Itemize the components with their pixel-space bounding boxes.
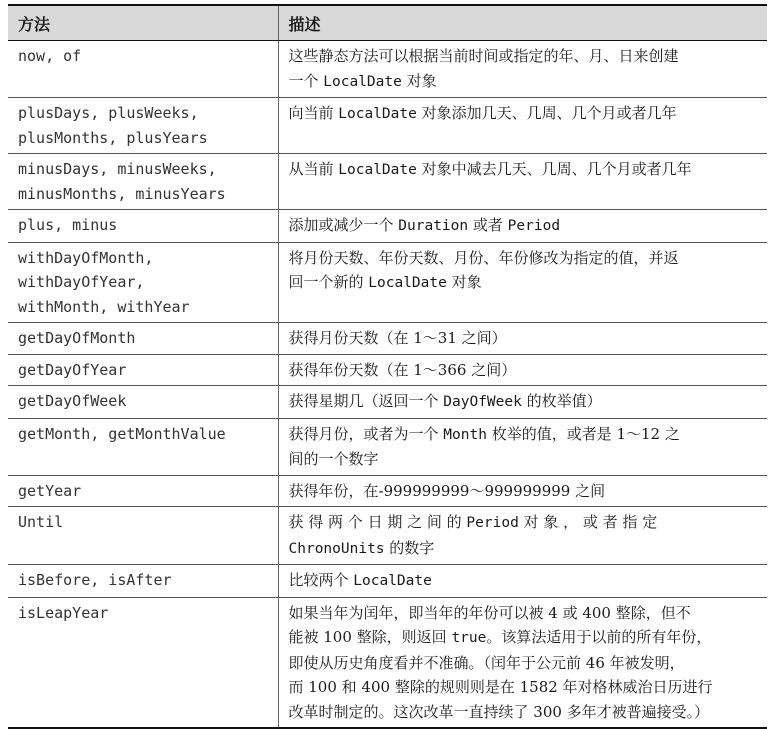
inline-code: DayOfWeek: [443, 394, 522, 410]
table-row: [8, 98, 767, 154]
table-row: [8, 475, 767, 507]
inline-code: LocalDate: [338, 106, 417, 122]
inline-code: ChronoUnits: [288, 540, 385, 557]
description-cell: [278, 323, 767, 355]
description-line: 比较两个 LocalDate: [288, 571, 432, 589]
table-row: [8, 154, 767, 210]
description-line: 回一个新的 LocalDate 对象: [288, 273, 482, 291]
method-line: Until: [18, 513, 64, 531]
table-row: [8, 210, 767, 243]
method-line: withDayOfMonth,: [18, 248, 154, 267]
description-line: ChronoUnits 的数字: [288, 538, 435, 557]
description-line: 如果当年为闰年，即当年的年份可以被 4 或 400 整除，但不: [288, 603, 691, 622]
table-row: [8, 354, 767, 386]
table-row: [8, 41, 767, 98]
method-cell: [8, 323, 278, 355]
description-cell: [278, 210, 767, 243]
description-line: 即使从历史角度看并不准确。（闰年于公元前 46 年被发明，: [288, 653, 685, 672]
inline-code: Month: [443, 426, 487, 443]
method-cell: [8, 418, 278, 475]
inline-code: LocalDate: [323, 73, 402, 90]
description-cell: [278, 154, 767, 210]
method-line: getMonth, getMonthValue: [18, 424, 226, 443]
method-line: getDayOfYear: [18, 360, 127, 379]
description-cell: [278, 41, 767, 98]
table-row: [8, 597, 767, 728]
method-line: isLeapYear: [18, 603, 109, 622]
method-cell: [8, 98, 278, 154]
method-line: isBefore, isAfter: [18, 571, 172, 589]
inline-code: Period: [466, 515, 519, 531]
table-row: [8, 507, 767, 565]
description-line: 能被 100 整除，则返回 true。该算法适用于以前的所有年份，: [288, 628, 712, 646]
method-line: plusDays, plusWeeks,: [18, 104, 199, 122]
method-cell: [8, 597, 278, 728]
description-cell: [278, 565, 767, 598]
inline-code: LocalDate: [368, 275, 447, 291]
description-line: 获得年份天数（在 1～366 之间）: [288, 360, 517, 379]
method-cell: [8, 565, 278, 598]
method-line: withMonth, withYear: [18, 297, 190, 316]
method-cell: [8, 475, 278, 507]
method-line: withDayOfYear,: [18, 273, 145, 291]
table-header-row: [8, 5, 767, 41]
inline-code: true: [451, 630, 487, 646]
method-line: plus, minus: [18, 216, 118, 234]
description-cell: [278, 507, 767, 565]
method-line: plusMonths, plusYears: [18, 128, 208, 147]
inline-code: LocalDate: [338, 162, 417, 178]
method-line: minusDays, minusWeeks,: [18, 160, 217, 178]
method-cell: [8, 507, 278, 565]
description-line: 获得月份，或者为一个 Month 枚举的值，或者是 1～12 之: [288, 424, 680, 443]
description-line: 从当前 LocalDate 对象中减去几天、几周、几个月或者几年: [288, 160, 692, 178]
description-line: 获 得 两 个 日 期 之 间 的 Period 对 象 ， 或 者 指 定: [288, 513, 658, 531]
description-line: 获得年份，在-999999999～999999999 之间: [288, 481, 606, 500]
description-line: 获得月份天数（在 1～31 之间）: [288, 329, 507, 347]
description-cell: [278, 386, 767, 419]
description-cell: [278, 98, 767, 154]
description-line: 将月份天数、年份天数、月份、年份修改为指定的值，并返: [288, 248, 679, 267]
description-cell: [278, 475, 767, 507]
description-line: 改革时制定的。这次改革一直持续了 300 多年才被普遍接受。）: [288, 702, 710, 721]
description-cell: [278, 242, 767, 323]
method-line: minusMonths, minusYears: [18, 184, 226, 203]
document-page: [8, 4, 767, 729]
localdate-methods-table: [8, 4, 767, 729]
header-description: 描述: [278, 5, 767, 41]
description-cell: [278, 354, 767, 386]
table-row: [8, 386, 767, 419]
inline-code: Duration: [398, 218, 469, 234]
table-row: [8, 242, 767, 323]
table-row: [8, 418, 767, 475]
method-line: getDayOfWeek: [18, 392, 127, 410]
description-line: 一个 LocalDate 对象: [288, 71, 437, 90]
header-method: 方法: [8, 5, 278, 41]
table-row: [8, 565, 767, 598]
description-line: 添加或减少一个 Duration 或者 Period: [288, 216, 561, 234]
method-cell: [8, 210, 278, 243]
description-line: 获得星期几（返回一个 DayOfWeek 的枚举值）: [288, 392, 602, 410]
method-cell: [8, 386, 278, 419]
method-line: getDayOfMonth: [18, 329, 136, 347]
table-row: [8, 323, 767, 355]
method-line: getYear: [18, 481, 82, 500]
description-line: 向当前 LocalDate 对象添加几天、几周、几个月或者几年: [288, 104, 677, 122]
description-line: 而 100 和 400 整除的规则则是在 1582 年对格林威治日历进行: [288, 678, 713, 696]
description-cell: [278, 597, 767, 728]
inline-code: Period: [507, 218, 561, 234]
method-cell: [8, 154, 278, 210]
description-cell: [278, 418, 767, 475]
method-cell: [8, 354, 278, 386]
description-line: 这些静态方法可以根据当前时间或指定的年、月、日来创建: [288, 47, 679, 65]
method-line: now, of: [18, 47, 82, 65]
table-body: [8, 41, 767, 729]
method-cell: [8, 41, 278, 98]
method-cell: [8, 242, 278, 323]
description-line: 间的一个数字: [288, 450, 379, 468]
inline-code: LocalDate: [353, 573, 432, 589]
